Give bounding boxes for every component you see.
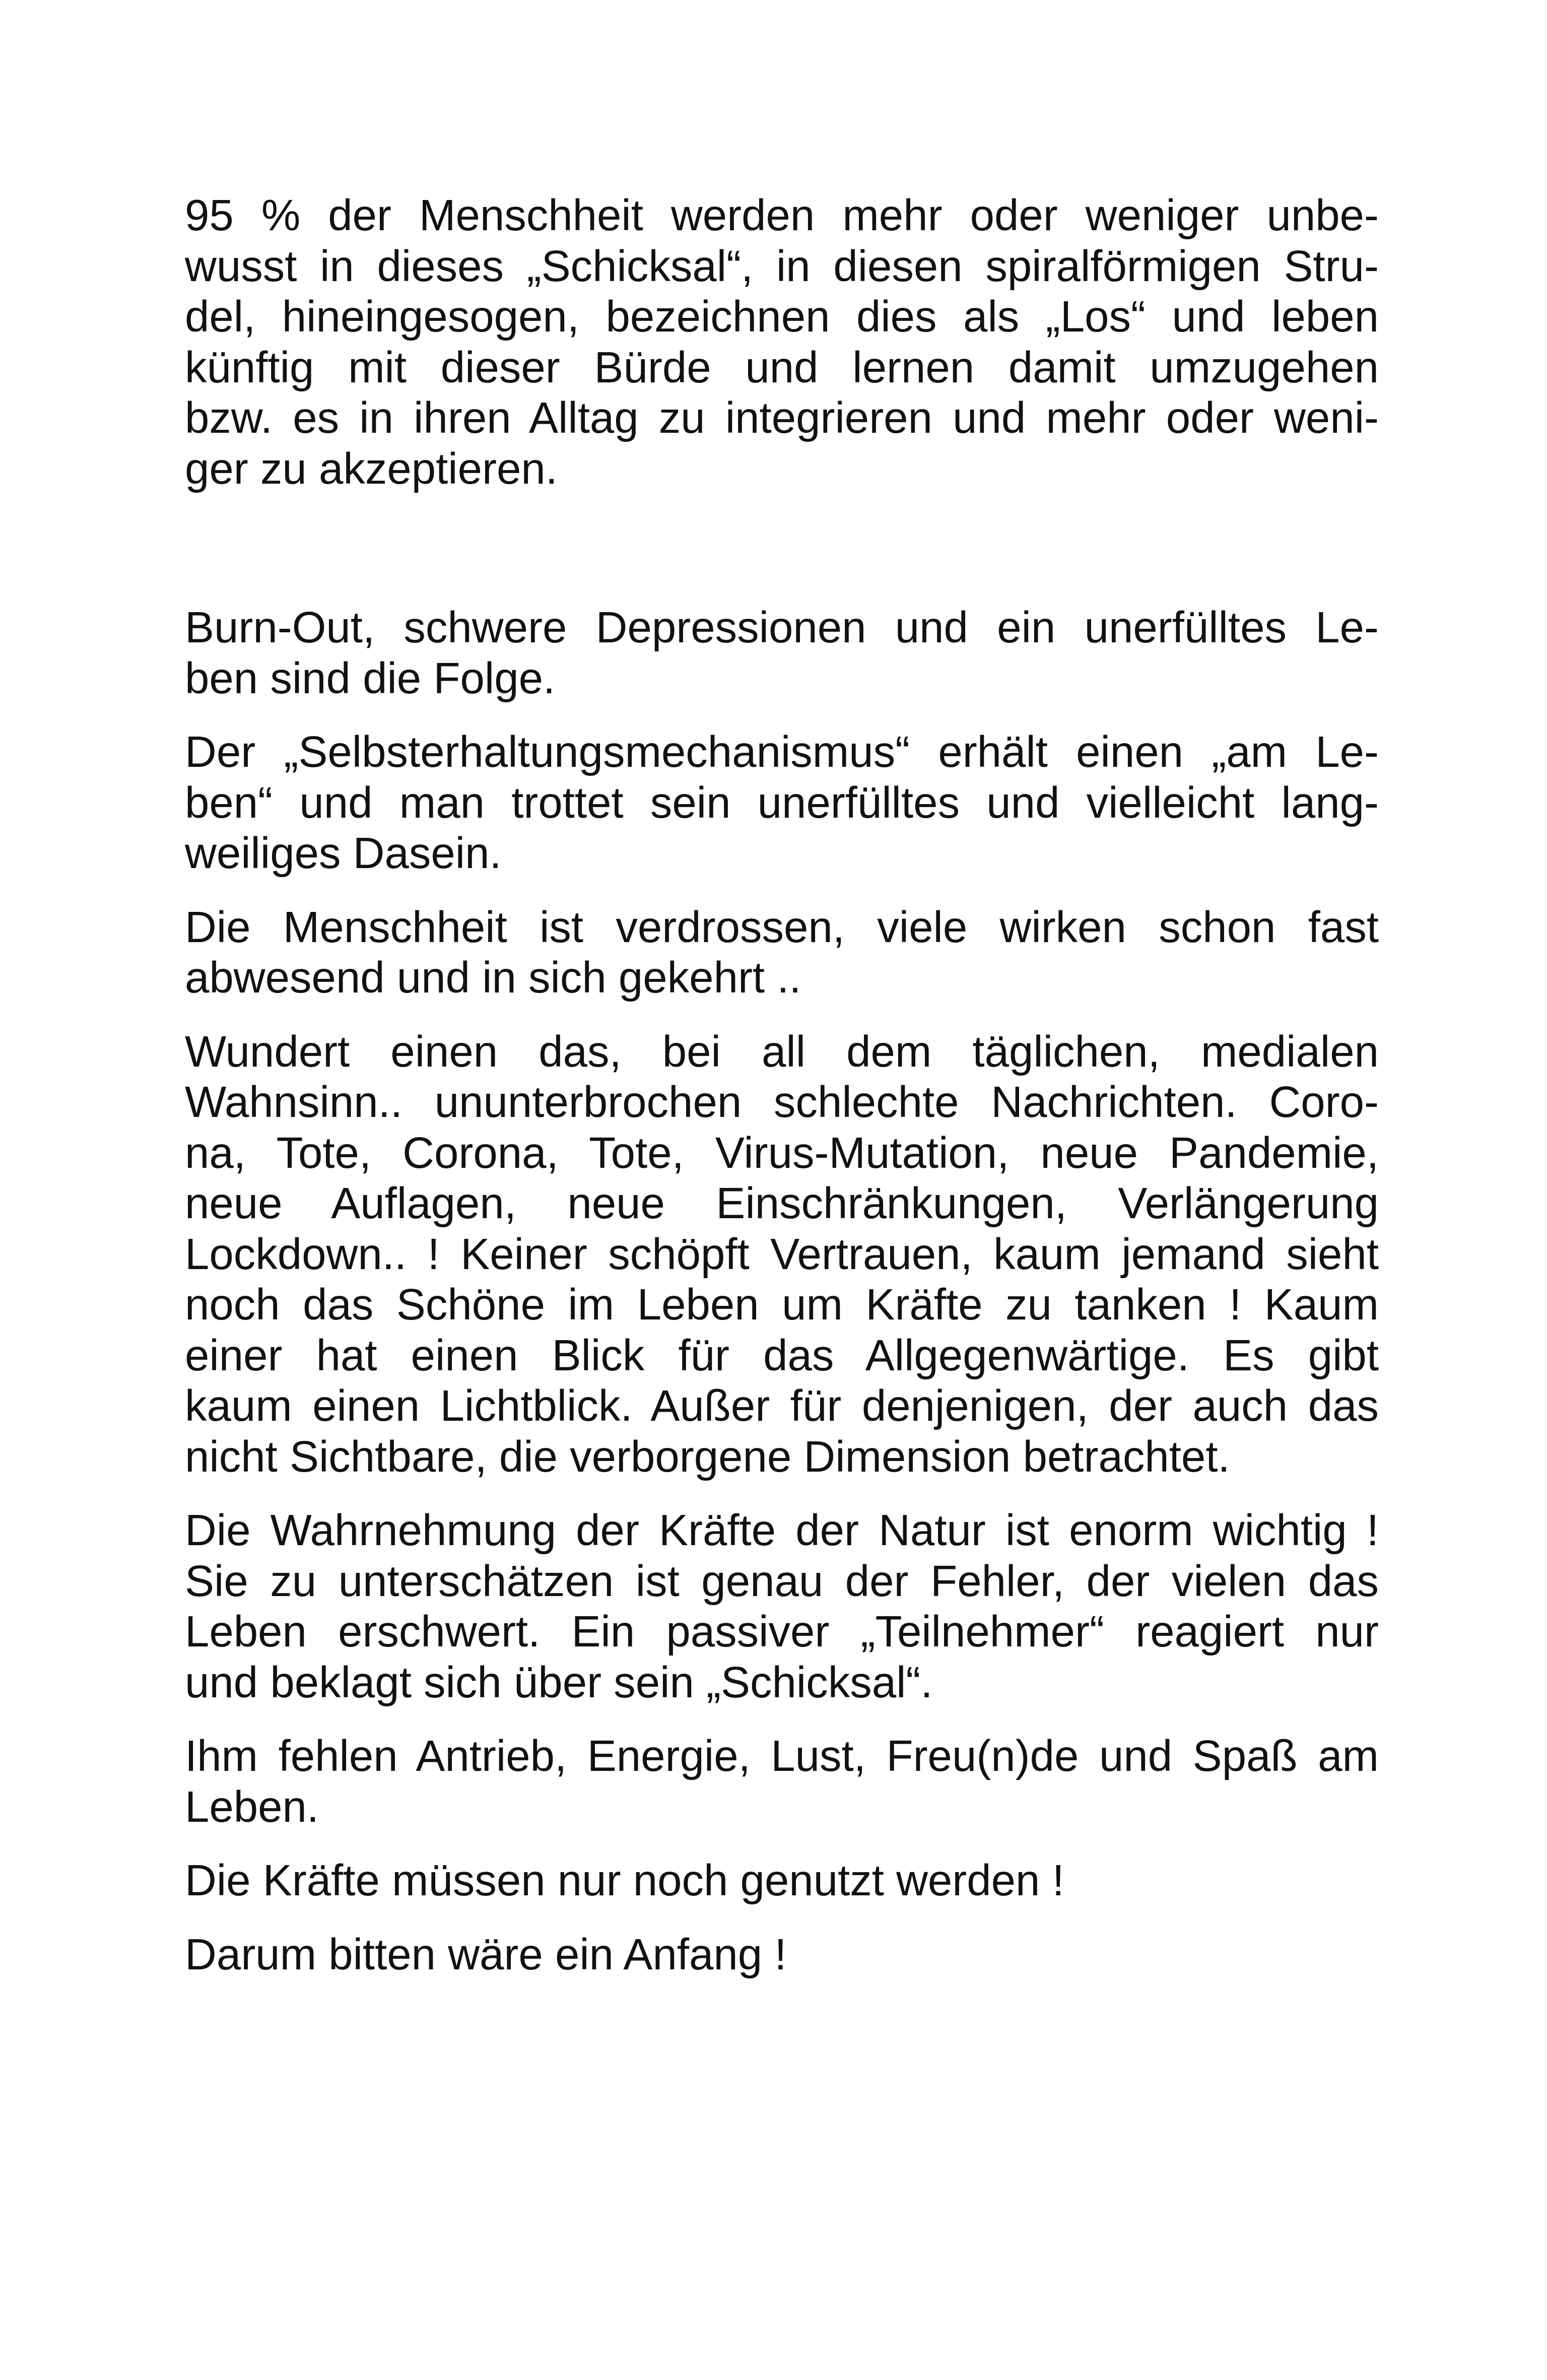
text-line: Die Kräfte müssen nur noch genutzt werden ! bbox=[185, 1856, 1064, 1905]
paragraph-9 bbox=[185, 1930, 1379, 1980]
text-line: Darum bitten wäre ein Anfang ! bbox=[185, 1930, 787, 1979]
text-line: und beklagt sich über sein „Schicksal“. bbox=[185, 1658, 933, 1707]
text-line: Leben. bbox=[185, 1782, 319, 1831]
paragraph-6 bbox=[185, 1505, 1379, 1708]
text-line: abwesend und in sich gekehrt .. bbox=[185, 953, 801, 1002]
text-line: Leben erschwert. Ein passiver „Teilnehmer“ reagiert nur bbox=[185, 1607, 1379, 1656]
text-line: Wahnsinn.. ununterbrochen schlechte Nachrichten. Coro- bbox=[185, 1078, 1379, 1127]
text-line: einer hat einen Blick für das Allgegenwärtige. Es gibt bbox=[185, 1331, 1379, 1380]
text-line: künftig mit dieser Bürde und lernen damit umzugehen bbox=[185, 343, 1379, 392]
text-line: Wundert einen das, bei all dem täglichen, medialen bbox=[185, 1027, 1379, 1076]
text-line: ben sind die Folge. bbox=[185, 653, 556, 703]
text-line: nicht Sichtbare, die verborgene Dimension betrachtet. bbox=[185, 1432, 1230, 1481]
text-line: Lockdown.. ! Keiner schöpft Vertrauen, kaum jemand sieht bbox=[185, 1229, 1379, 1279]
text-line: ben“ und man trottet sein unerfülltes und vielleicht lang- bbox=[185, 778, 1379, 827]
text-line: Ihm fehlen Antrieb, Energie, Lust, Freu(n)de und Spaß am bbox=[185, 1732, 1379, 1780]
paragraph-1 bbox=[185, 190, 1379, 494]
text-line: neue Auflagen, neue Einschränkungen, Verlängerung bbox=[185, 1179, 1379, 1228]
body-text bbox=[185, 190, 1379, 2003]
text-line: na, Tote, Corona, Tote, Virus-Mutation, neue Pandemie, bbox=[185, 1128, 1379, 1177]
text-line: Die Menschheit ist verdrossen, viele wirken schon fast bbox=[185, 902, 1379, 952]
paragraph-7 bbox=[185, 1731, 1379, 1832]
paragraph-3 bbox=[185, 727, 1379, 879]
paragraph-2 bbox=[185, 603, 1379, 704]
paragraph-4 bbox=[185, 902, 1379, 1004]
text-line: Sie zu unterschätzen ist genau der Fehler, der vielen das bbox=[185, 1556, 1379, 1606]
text-line: wusst in dieses „Schicksal“, in diesen spiralförmigen Stru- bbox=[185, 241, 1379, 291]
paragraph-8 bbox=[185, 1856, 1379, 1906]
text-line: ger zu akzeptieren. bbox=[185, 444, 558, 493]
text-line: Der „Selbsterhaltungsmechanismus“ erhält einen „am Le- bbox=[185, 728, 1379, 776]
text-line: noch das Schöne im Leben um Kräfte zu tanken ! Kaum bbox=[185, 1280, 1379, 1329]
text-line: bzw. es in ihren Alltag zu integrieren und mehr oder weni- bbox=[185, 393, 1379, 442]
text-line: Burn-Out, schwere Depressionen und ein unerfülltes Le- bbox=[185, 603, 1379, 652]
text-line: 95 % der Menschheit werden mehr oder weniger unbe- bbox=[185, 191, 1379, 240]
text-line: kaum einen Lichtblick. Außer für denjenigen, der auch das bbox=[185, 1381, 1379, 1430]
text-line: del, hineingesogen, bezeichnen dies als „Los“ und leben bbox=[185, 292, 1379, 341]
text-line: Die Wahrnehmung der Kräfte der Natur ist enorm wichtig ! bbox=[185, 1506, 1379, 1555]
text-line: weiliges Dasein. bbox=[185, 829, 502, 878]
paragraph-5 bbox=[185, 1027, 1379, 1483]
